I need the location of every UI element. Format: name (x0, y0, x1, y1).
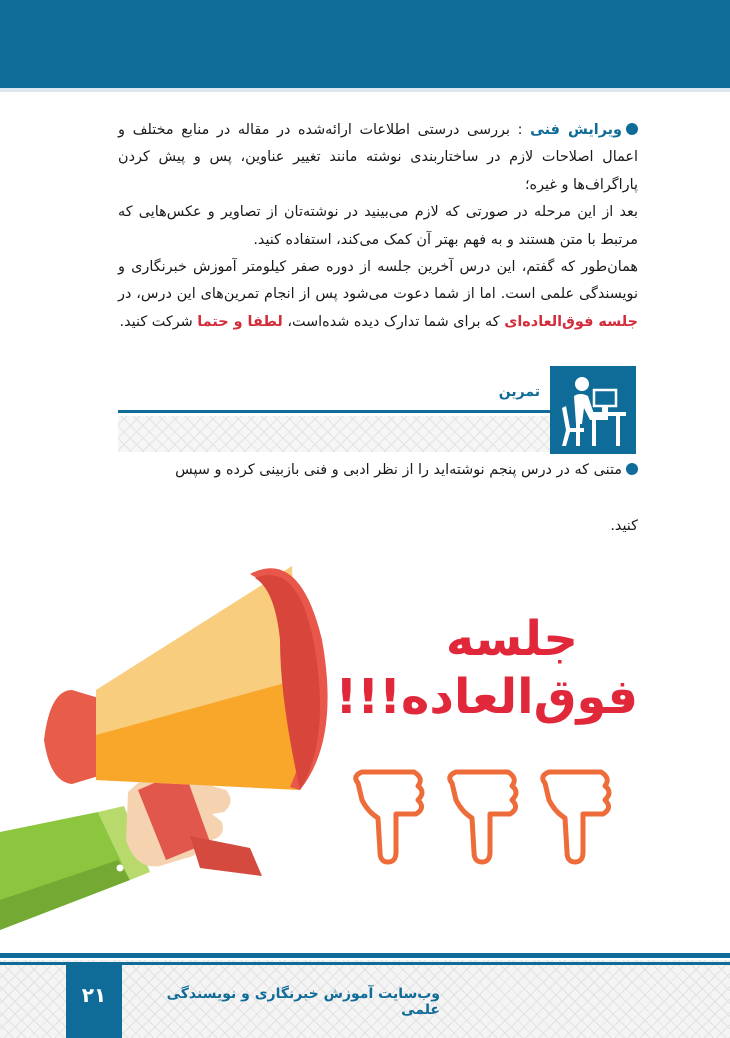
promo-line-2: فوق‌العاده!!! (335, 669, 638, 725)
footer-rule-top (0, 953, 730, 958)
exercise-header-pattern (118, 416, 550, 452)
paragraph-3-part3: شرکت کنید. (119, 313, 198, 330)
paragraph-3-part2: که برای شما تدارک دیده شده‌است، (282, 313, 505, 330)
promo-title (320, 610, 638, 726)
term-technical-editing: ویرایش فنی (530, 122, 622, 138)
paragraph-final-session (118, 254, 638, 336)
paragraph-1-text: بررسی درستی اطلاعات ارائه‌شده در مقاله در منابع مختلف و اعمال اصلاحات لازم در ساختاربندی نوشته مانند تغییر عناوین، پس و پیش کردن پاراگراف‌ها و غیره؛ (118, 122, 638, 193)
body-text (118, 117, 638, 336)
student-at-desk-icon (550, 366, 636, 454)
paragraph-images: بعد از این مرحله در صورتی که لازم می‌بینید در نوشته‌تان از تصاویر و عکس‌هایی که مرتبط با متن هستند و به فهم بهتر آن کمک می‌کند، استفاده کنید. (118, 204, 638, 248)
exercise-title: تمرین (498, 384, 540, 400)
header-divider (0, 88, 730, 92)
term-colon: : (509, 122, 531, 138)
pointing-hand-icon (543, 772, 609, 862)
megaphone-icon (0, 566, 328, 930)
footer-site-name: وب‌سایت آموزش خبرنگاری و نویسندگی علمی (166, 986, 440, 1018)
highlight-special-session: جلسه فوق‌العاده‌ای (504, 313, 638, 330)
pointing-hand-icon (356, 772, 422, 862)
paragraph-technical-editing (118, 117, 638, 199)
exercise-text-end: کنید. (610, 518, 638, 534)
highlight-please-attend: لطفا و حتما (197, 313, 283, 330)
exercise-text-main: متنی که در درس پنجم نوشته‌اید را از نظر ادبی و فنی بازبینی کرده و سپس (175, 462, 622, 478)
promo-line-1: جلسه (445, 611, 578, 667)
bullet-icon (626, 123, 638, 135)
bullet-icon (626, 463, 638, 475)
exercise-text (118, 457, 638, 484)
pointing-hand-icon (450, 772, 516, 862)
page-number: ۲۱ (66, 965, 122, 1038)
promo-illustration (0, 540, 730, 940)
header-band (0, 0, 730, 88)
exercise-header-rule (118, 410, 550, 413)
paragraph-3-part1: همان‌طور که گفتم، این درس آخرین جلسه از دوره صفر کیلومتر آموزش خبرنگاری و نویسندگی علمی است. اما از شما دعوت می‌شود پس از انجام تمرین‌های این درس، در (118, 259, 638, 303)
